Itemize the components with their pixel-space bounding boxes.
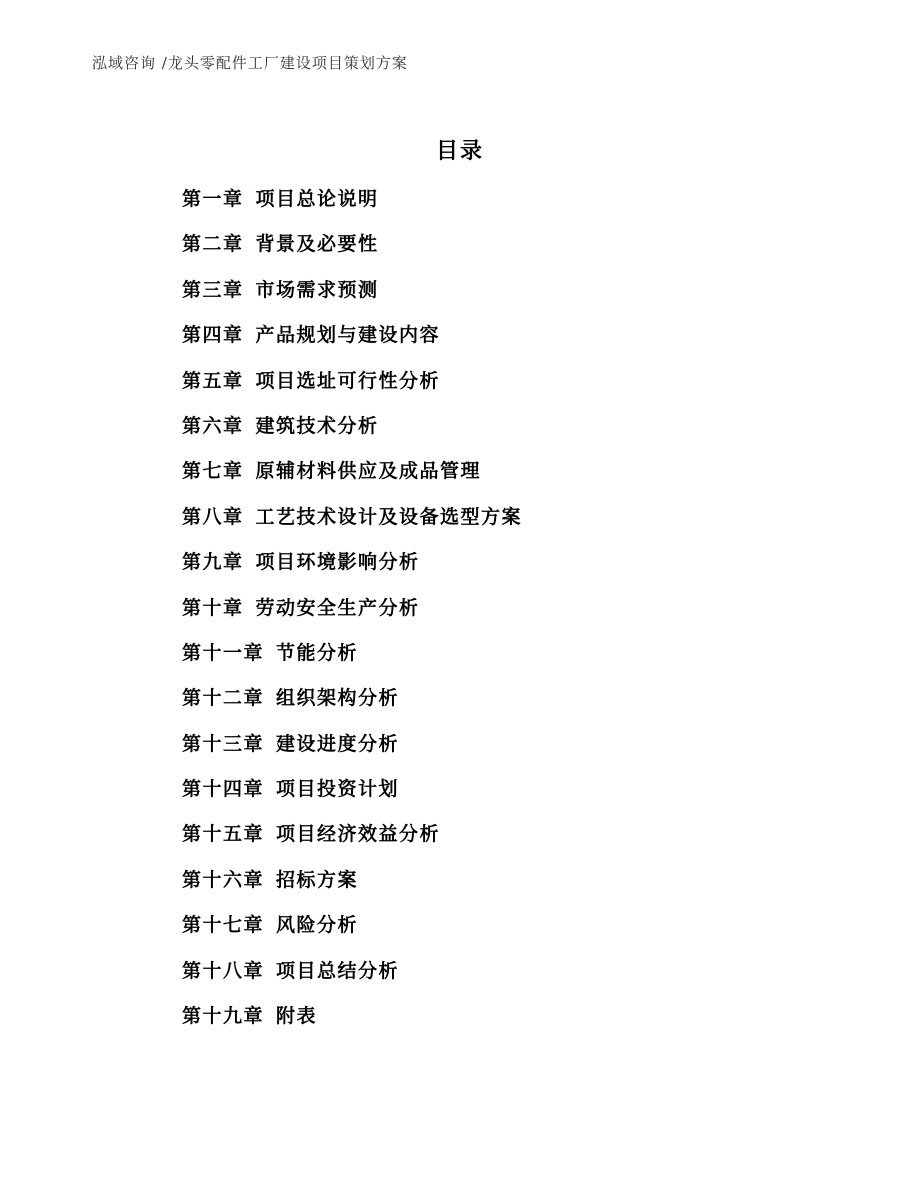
toc-chapter-number: 第十五章 [182,823,265,846]
toc-chapter-number: 第一章 [182,188,244,210]
page-header: 泓域咨询 /龙头零配件工厂建设项目策划方案 [92,54,408,72]
toc-chapter-title: 产品规划与建设内容 [255,324,441,347]
toc-chapter-title: 项目投资计划 [276,778,400,801]
toc-chapter-title: 风险分析 [276,914,359,937]
toc-chapter-number: 第七章 [182,460,244,483]
toc-item[interactable] [182,997,522,1042]
toc-chapter-title: 项目经济效益分析 [276,823,441,846]
toc-chapter-title: 建设进度分析 [276,732,400,755]
toc-item[interactable] [182,725,522,770]
toc-chapter-number: 第六章 [182,414,244,437]
toc-item[interactable] [182,452,522,497]
toc-chapter-title: 项目总论说明 [255,188,379,210]
toc-item[interactable] [182,271,522,316]
toc-chapter-title: 市场需求预测 [255,278,379,301]
toc-item[interactable] [182,362,522,407]
toc-chapter-title: 招标方案 [276,868,359,891]
toc-item[interactable] [182,815,522,860]
toc-chapter-number: 第十六章 [182,868,265,891]
toc-chapter-title: 节能分析 [276,641,359,664]
toc-item[interactable] [182,589,522,634]
toc-chapter-number: 第九章 [182,551,244,574]
toc-chapter-title: 项目选址可行性分析 [255,369,441,392]
toc-chapter-number: 第十一章 [182,641,265,664]
toc-item[interactable] [182,770,522,815]
toc-title: 目录 [435,139,484,164]
toc-chapter-number: 第四章 [182,324,244,347]
toc-chapter-number: 第十三章 [182,732,265,755]
toc-chapter-title: 工艺技术设计及设备选型方案 [255,505,523,528]
toc-chapter-title: 原辅材料供应及成品管理 [255,460,482,483]
toc-chapter-number: 第十七章 [182,914,265,937]
toc-chapter-title: 项目总结分析 [276,959,400,982]
toc-chapter-title: 劳动安全生产分析 [255,596,420,619]
toc-chapter-number: 第八章 [182,505,244,528]
toc-item[interactable] [182,861,522,906]
toc-chapter-title: 附表 [276,1005,318,1028]
toc-chapter-title: 项目环境影响分析 [255,551,420,574]
toc-list [182,180,522,1042]
toc-chapter-number: 第三章 [182,278,244,301]
toc-item[interactable] [182,952,522,997]
toc-chapter-number: 第十八章 [182,959,265,982]
toc-item[interactable] [182,634,522,679]
toc-chapter-number: 第十四章 [182,778,265,801]
toc-chapter-number: 第五章 [182,369,244,392]
toc-chapter-title: 背景及必要性 [255,233,379,256]
toc-item[interactable] [182,543,522,588]
toc-item[interactable] [182,906,522,951]
toc-chapter-number: 第十九章 [182,1005,265,1028]
toc-item[interactable] [182,679,522,724]
toc-chapter-title: 建筑技术分析 [255,414,379,437]
toc-item[interactable] [182,180,522,225]
toc-chapter-number: 第十二章 [182,687,265,710]
toc-item[interactable] [182,498,522,543]
toc-item[interactable] [182,225,522,270]
toc-item[interactable] [182,407,522,452]
toc-item[interactable] [182,316,522,361]
toc-chapter-title: 组织架构分析 [276,687,400,710]
toc-chapter-number: 第二章 [182,233,244,256]
toc-chapter-number: 第十章 [182,596,244,619]
